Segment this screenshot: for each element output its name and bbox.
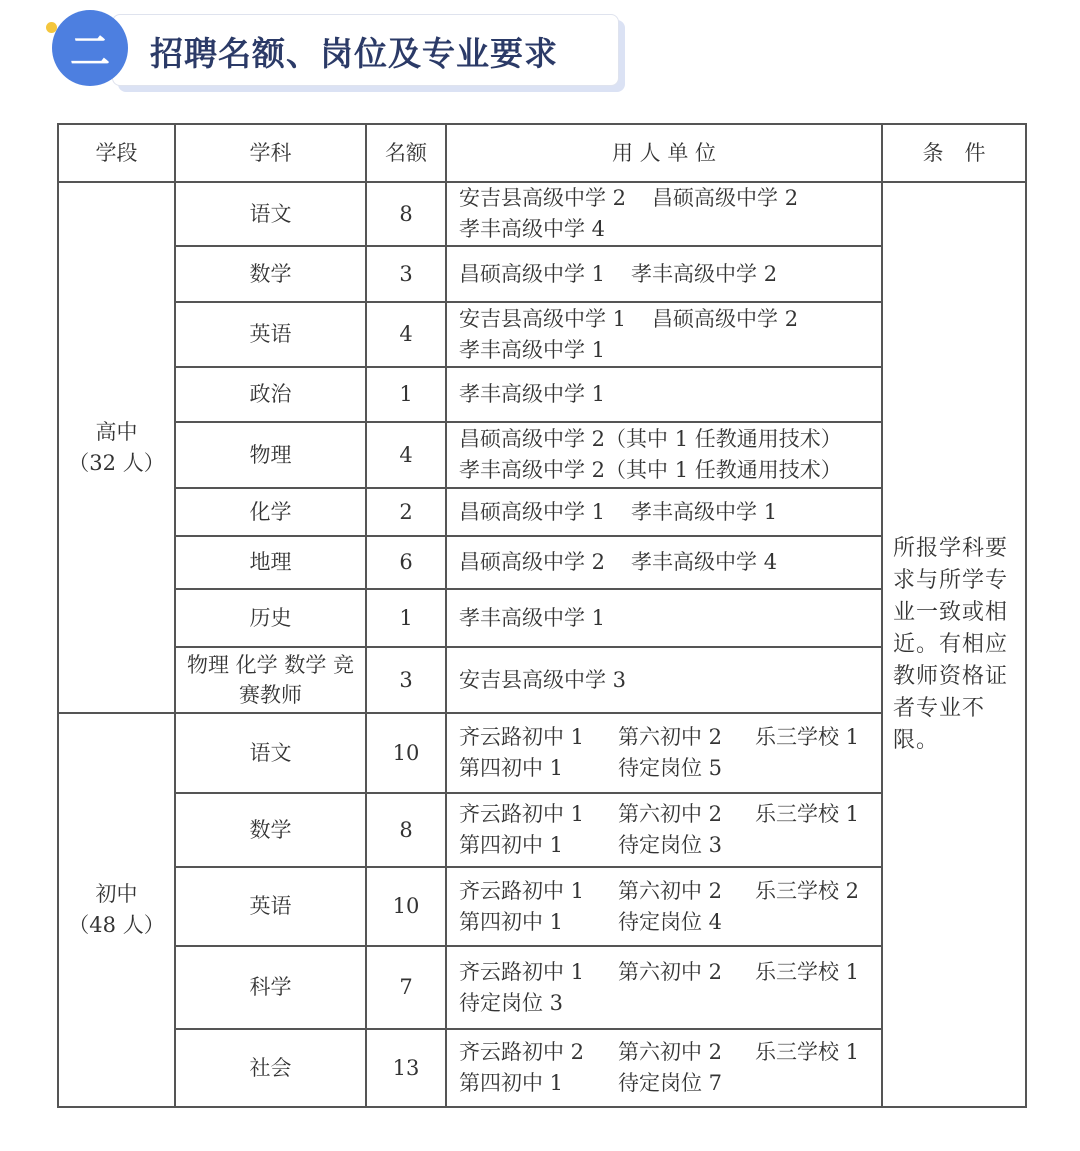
unit-entry: 乐三学校 2 <box>755 878 860 903</box>
header-subject: 学科 <box>175 124 366 182</box>
table-row <box>58 589 1026 647</box>
unit-entry: 齐云路初中 1 <box>459 725 585 749</box>
stage-cell <box>58 182 175 713</box>
unit-entry: 待定岗位 5 <box>618 756 723 780</box>
unit-entry: 齐云路初中 1 <box>459 878 585 903</box>
units-line <box>459 753 881 784</box>
table-row <box>58 946 1026 1029</box>
unit-entry: 第四初中 1 <box>459 1071 564 1095</box>
count-cell: 8 <box>366 793 446 867</box>
units-cell <box>446 793 882 867</box>
count-cell: 1 <box>366 589 446 647</box>
count-cell: 3 <box>366 647 446 713</box>
subject-cell: 数学 <box>175 246 366 302</box>
unit-entry: 第六初中 2 <box>618 878 723 903</box>
unit-entry: 齐云路初中 1 <box>459 959 585 984</box>
units-line <box>459 988 881 1019</box>
unit-entry: 齐云路初中 1 <box>459 802 585 826</box>
units-cell <box>446 246 882 302</box>
units-line <box>459 799 881 830</box>
count-cell: 10 <box>366 867 446 946</box>
header-stage: 学段 <box>58 124 175 182</box>
table-row <box>58 367 1026 422</box>
subject-cell: 科学 <box>175 946 366 1029</box>
units-line <box>459 957 881 988</box>
table-row <box>58 793 1026 867</box>
units-line <box>459 1068 881 1099</box>
units-line <box>459 259 881 290</box>
table-row <box>58 713 1026 793</box>
subject-cell: 物理 <box>175 422 366 488</box>
table-row <box>58 488 1026 536</box>
subject-cell: 数学 <box>175 793 366 867</box>
table-row <box>58 647 1026 713</box>
count-cell: 7 <box>366 946 446 1029</box>
count-cell: 4 <box>366 302 446 367</box>
unit-entry: 孝丰高级中学 1 <box>631 499 778 524</box>
unit-entry: 安吉县高级中学 3 <box>459 667 627 692</box>
condition-cell: 所报学科要求与所学专业一致或相近。有相应教师资格证者专业不限。 <box>882 182 1026 1107</box>
unit-entry: 第六初中 2 <box>618 802 723 826</box>
unit-entry: 孝丰高级中学 2 <box>631 261 778 286</box>
unit-entry: 昌硕高级中学 1 <box>459 499 606 524</box>
stage-name: 高中 <box>95 419 138 444</box>
unit-entry: 安吉县高级中学 2 <box>459 186 627 210</box>
count-cell: 10 <box>366 713 446 793</box>
units-line <box>459 547 881 578</box>
unit-entry: 孝丰高级中学 2（其中 1 任教通用技术） <box>459 458 842 482</box>
unit-entry: 第四初中 1 <box>459 909 564 934</box>
units-cell <box>446 647 882 713</box>
units-cell <box>446 488 882 536</box>
table-header-row <box>58 124 1026 182</box>
stage-name: 初中 <box>95 882 138 906</box>
subject-cell: 历史 <box>175 589 366 647</box>
units-cell <box>446 867 882 946</box>
table-row <box>58 1029 1026 1107</box>
unit-entry: 第六初中 2 <box>618 725 723 749</box>
count-cell: 8 <box>366 182 446 246</box>
units-cell <box>446 302 882 367</box>
units-line <box>459 424 881 455</box>
table-row <box>58 422 1026 488</box>
table-row <box>58 182 1026 246</box>
count-cell: 2 <box>366 488 446 536</box>
subject-cell: 英语 <box>175 867 366 946</box>
unit-entry: 第六初中 2 <box>618 959 723 984</box>
units-line <box>459 183 881 214</box>
count-cell: 3 <box>366 246 446 302</box>
table-row <box>58 867 1026 946</box>
table-row <box>58 302 1026 367</box>
unit-entry: 昌硕高级中学 1 <box>459 261 606 286</box>
unit-entry: 乐三学校 1 <box>755 725 860 749</box>
decorative-dot-icon <box>46 22 57 33</box>
header-count: 名额 <box>366 124 446 182</box>
units-cell <box>446 367 882 422</box>
unit-entry: 第四初中 1 <box>459 756 564 780</box>
count-cell: 1 <box>366 367 446 422</box>
units-cell <box>446 589 882 647</box>
count-cell: 4 <box>366 422 446 488</box>
unit-entry: 孝丰高级中学 1 <box>459 605 606 630</box>
unit-entry: 孝丰高级中学 4 <box>631 550 778 574</box>
units-line <box>459 335 881 366</box>
units-line <box>459 876 881 907</box>
units-cell <box>446 536 882 589</box>
count-cell: 13 <box>366 1029 446 1107</box>
recruitment-table <box>57 123 1027 1108</box>
stage-total: （48 人） <box>68 913 165 937</box>
units-line <box>459 603 881 634</box>
units-line <box>459 722 881 753</box>
unit-entry: 待定岗位 7 <box>618 1071 723 1095</box>
units-cell <box>446 1029 882 1107</box>
units-line <box>459 665 881 696</box>
stage-cell <box>58 713 175 1107</box>
units-line <box>459 379 881 410</box>
count-cell: 6 <box>366 536 446 589</box>
section-number-badge: 二 <box>52 10 128 86</box>
subject-cell: 英语 <box>175 302 366 367</box>
unit-entry: 安吉县高级中学 1 <box>459 306 627 331</box>
units-cell <box>446 946 882 1029</box>
unit-entry: 待定岗位 3 <box>618 833 723 857</box>
units-cell <box>446 422 882 488</box>
subject-cell: 社会 <box>175 1029 366 1107</box>
unit-entry: 齐云路初中 2 <box>459 1040 585 1064</box>
unit-entry: 孝丰高级中学 1 <box>459 337 606 362</box>
unit-entry: 第六初中 2 <box>618 1040 723 1064</box>
table-row <box>58 246 1026 302</box>
stage-total: （32 人） <box>68 450 165 475</box>
header-units: 用 人 单 位 <box>446 124 882 182</box>
units-line <box>459 1037 881 1068</box>
unit-entry: 待定岗位 4 <box>618 909 723 934</box>
units-line <box>459 907 881 938</box>
units-line <box>459 497 881 528</box>
unit-entry: 待定岗位 3 <box>459 990 564 1015</box>
subject-cell: 化学 <box>175 488 366 536</box>
unit-entry: 昌硕高级中学 2 <box>459 550 606 574</box>
units-cell <box>446 713 882 793</box>
section-title: 招聘名额、岗位及专业要求 <box>150 34 558 73</box>
units-line <box>459 214 881 245</box>
units-line <box>459 830 881 861</box>
units-line <box>459 455 881 486</box>
unit-entry: 乐三学校 1 <box>755 1040 860 1064</box>
units-line <box>459 304 881 335</box>
unit-entry: 孝丰高级中学 4 <box>459 217 606 241</box>
unit-entry: 昌硕高级中学 2（其中 1 任教通用技术） <box>459 427 842 451</box>
table-row <box>58 536 1026 589</box>
subject-cell: 语文 <box>175 182 366 246</box>
unit-entry: 昌硕高级中学 2 <box>652 186 799 210</box>
subject-cell: 地理 <box>175 536 366 589</box>
unit-entry: 乐三学校 1 <box>755 959 860 984</box>
units-cell <box>446 182 882 246</box>
unit-entry: 乐三学校 1 <box>755 802 860 826</box>
unit-entry: 孝丰高级中学 1 <box>459 382 606 406</box>
header-condition: 条 件 <box>882 124 1026 182</box>
subject-cell: 物理 化学 数学 竞赛教师 <box>175 647 366 713</box>
unit-entry: 昌硕高级中学 2 <box>652 306 799 331</box>
subject-cell: 语文 <box>175 713 366 793</box>
subject-cell: 政治 <box>175 367 366 422</box>
unit-entry: 第四初中 1 <box>459 833 564 857</box>
